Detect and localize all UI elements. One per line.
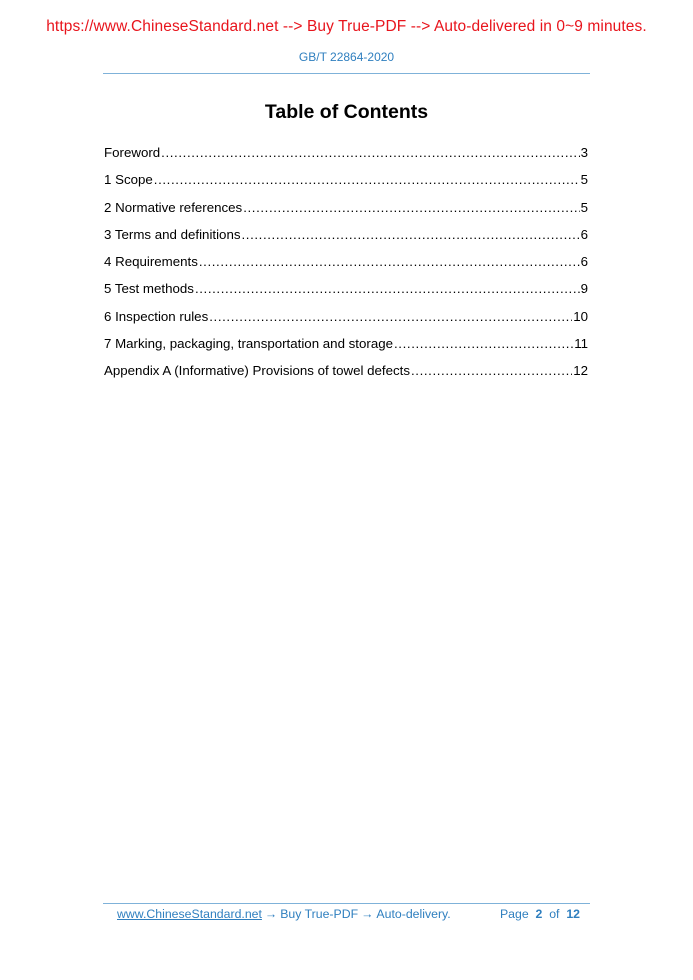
toc-entry-label: Appendix A (Informative) Provisions of towel defects [104,363,410,379]
toc-entry-page: 6 [580,226,588,242]
toc-title: Table of Contents [264,101,429,123]
toc-entry-label: 6 Inspection rules [104,308,209,324]
total-pages: 12 [566,907,580,921]
page-footer [117,907,580,921]
toc-entry-label: Foreword [104,145,161,160]
toc-entry-label: 1 Scope [104,172,153,188]
toc-entry-requirements[interactable] [104,254,588,281]
toc-entry-scope[interactable] [104,172,588,199]
toc-entry-inspection-rules[interactable] [104,309,588,336]
dot-leader [199,254,580,269]
footer-delivery-text: Auto-delivery. [376,907,451,921]
toc-entry-page: 6 [580,254,588,270]
footer-divider [103,903,590,904]
page-word: Page [499,907,529,921]
arrow-right-icon: → [264,907,278,921]
toc-entry-page: 5 [580,172,588,188]
current-page: 2 [535,907,543,921]
dot-leader [195,281,580,296]
toc-entry-label: 5 Test methods [104,281,194,297]
toc-entry-marking-packaging[interactable] [104,336,588,363]
dot-leader [161,145,579,160]
dot-leader [411,363,572,378]
of-word: of [549,907,560,921]
footer-buy-text: Buy True-PDF [280,907,359,921]
dot-leader [243,200,579,215]
toc-entry-page: 12 [573,363,588,379]
toc-entry-terms-and-definitions[interactable] [104,227,588,254]
toc-entry-page: 10 [573,308,588,324]
toc-entry-page: 5 [580,199,588,215]
dot-leader [209,309,572,324]
top-banner[interactable]: https://www.ChineseStandard.net --> Buy True-PDF --> Auto-delivered in 0~9 minutes. [46,18,647,35]
page-number [500,907,580,921]
header-divider [103,73,590,74]
dot-leader [242,227,580,242]
toc-entry-page: 9 [580,281,588,297]
toc-entry-label: 4 Requirements [104,254,198,270]
dot-leader [154,172,580,187]
toc-entry-appendix-a[interactable] [104,363,588,390]
toc-entry-page: 3 [580,145,588,160]
toc-entry-label: 7 Marking, packaging, transportation and storage [104,336,394,352]
footer-website-link[interactable]: www.ChineseStandard.net [117,907,262,921]
toc-entry-foreword[interactable] [104,145,588,172]
toc-entry-normative-references[interactable] [104,200,588,227]
toc-list [104,145,588,391]
arrow-right-icon: → [361,907,374,921]
dot-leader [394,336,573,351]
toc-entry-label: 2 Normative references [104,199,243,215]
toc-entry-label: 3 Terms and definitions [104,226,241,242]
toc-entry-test-methods[interactable] [104,281,588,308]
toc-entry-page: 11 [574,336,588,352]
document-code: GB/T 22864-2020 [298,50,395,64]
